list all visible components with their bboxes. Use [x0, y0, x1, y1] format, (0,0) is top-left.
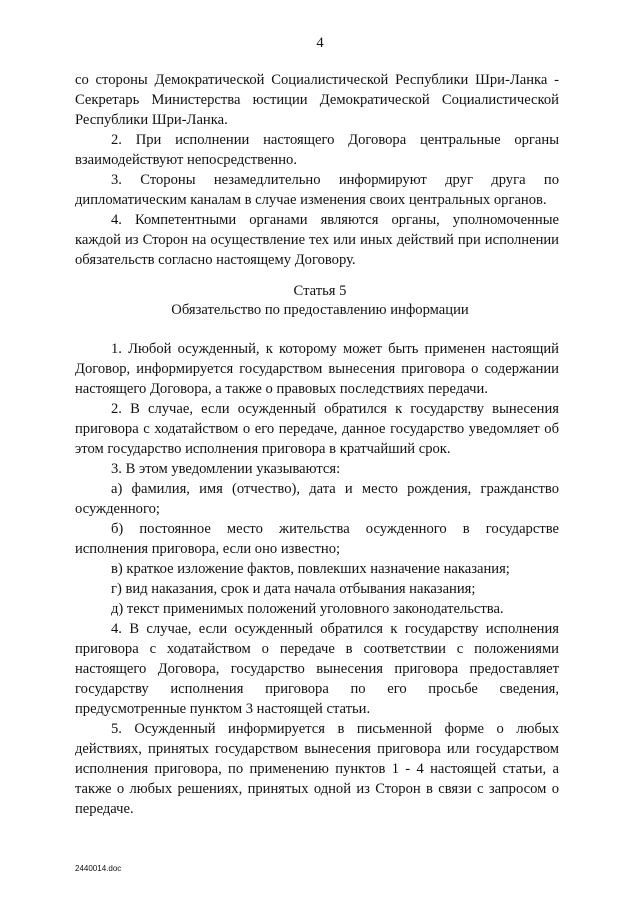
file-name-footer: 2440014.doc [75, 864, 122, 873]
article-body [75, 339, 559, 819]
list-item-g: г) вид наказания, срок и дата начала отбывания наказания; [111, 581, 476, 597]
paragraph-3: 3. Стороны незамедлительно информируют друг друга по дипломатическим каналам в случае изменения своих центральных органов. [75, 172, 559, 208]
list-item-v: в) краткое изложение фактов, повлекших назначение наказания; [111, 561, 510, 577]
article-number: Статья 5 [293, 283, 347, 299]
list-item-b: б) постоянное место жительства осужденного в государстве исполнения приговора, если оно известно; [75, 521, 559, 557]
page-number: 4 [316, 35, 324, 51]
article-paragraph-4: 4. В случае, если осужденный обратился к государству исполнения приговора с ходатайством о передаче в соответствии с положениями настоящего Договора, государство вынесения приговора предоставляет государству исполнения приговора по его просьбе сведения, предусмотренные пунктом 3 настоящей статьи. [75, 621, 559, 717]
article-paragraph-5: 5. Осужденный информируется в письменной форме о любых действиях, принятых государством вынесения приговора или государством исполнения приговора, по применению пунктов 1 - 4 настоящей статьи, а также о любых решениях, принятых одной из Сторон в связи с запросом о передаче. [75, 721, 559, 817]
paragraph-2: 2. При исполнении настоящего Договора центральные органы взаимодействуют непосредственно. [75, 132, 559, 168]
article-paragraph-1: 1. Любой осужденный, к которому может быть применен настоящий Договор, информируется государством вынесения приговора о содержании настоящего Договора, а также о правовых последствиях передачи. [75, 341, 559, 397]
top-section [75, 70, 559, 270]
list-item-d: д) текст применимых положений уголовного законодательства. [111, 601, 504, 617]
article-paragraph-3: 3. В этом уведомлении указываются: [111, 461, 341, 477]
article-title: Обязательство по предоставлению информации [171, 302, 469, 318]
list-item-a: а) фамилия, имя (отчество), дата и место рождения, гражданство осужденного; [75, 481, 559, 517]
paragraph-4: 4. Компетентными органами являются органы, уполномоченные каждой из Сторон на осуществление тех или иных действий при исполнении обязательств согласно настоящему Договору. [75, 212, 559, 268]
article-paragraph-2: 2. В случае, если осужденный обратился к государству вынесения приговора с ходатайством о его передаче, данное государство уведомляет об этом государство исполнения приговора в кратчайший срок. [75, 401, 559, 457]
paragraph-continuation: со стороны Демократической Социалистической Республики Шри-Ланка - Секретарь Министерства юстиции Демократической Социалистической Республики Шри-Ланка. [75, 72, 559, 128]
